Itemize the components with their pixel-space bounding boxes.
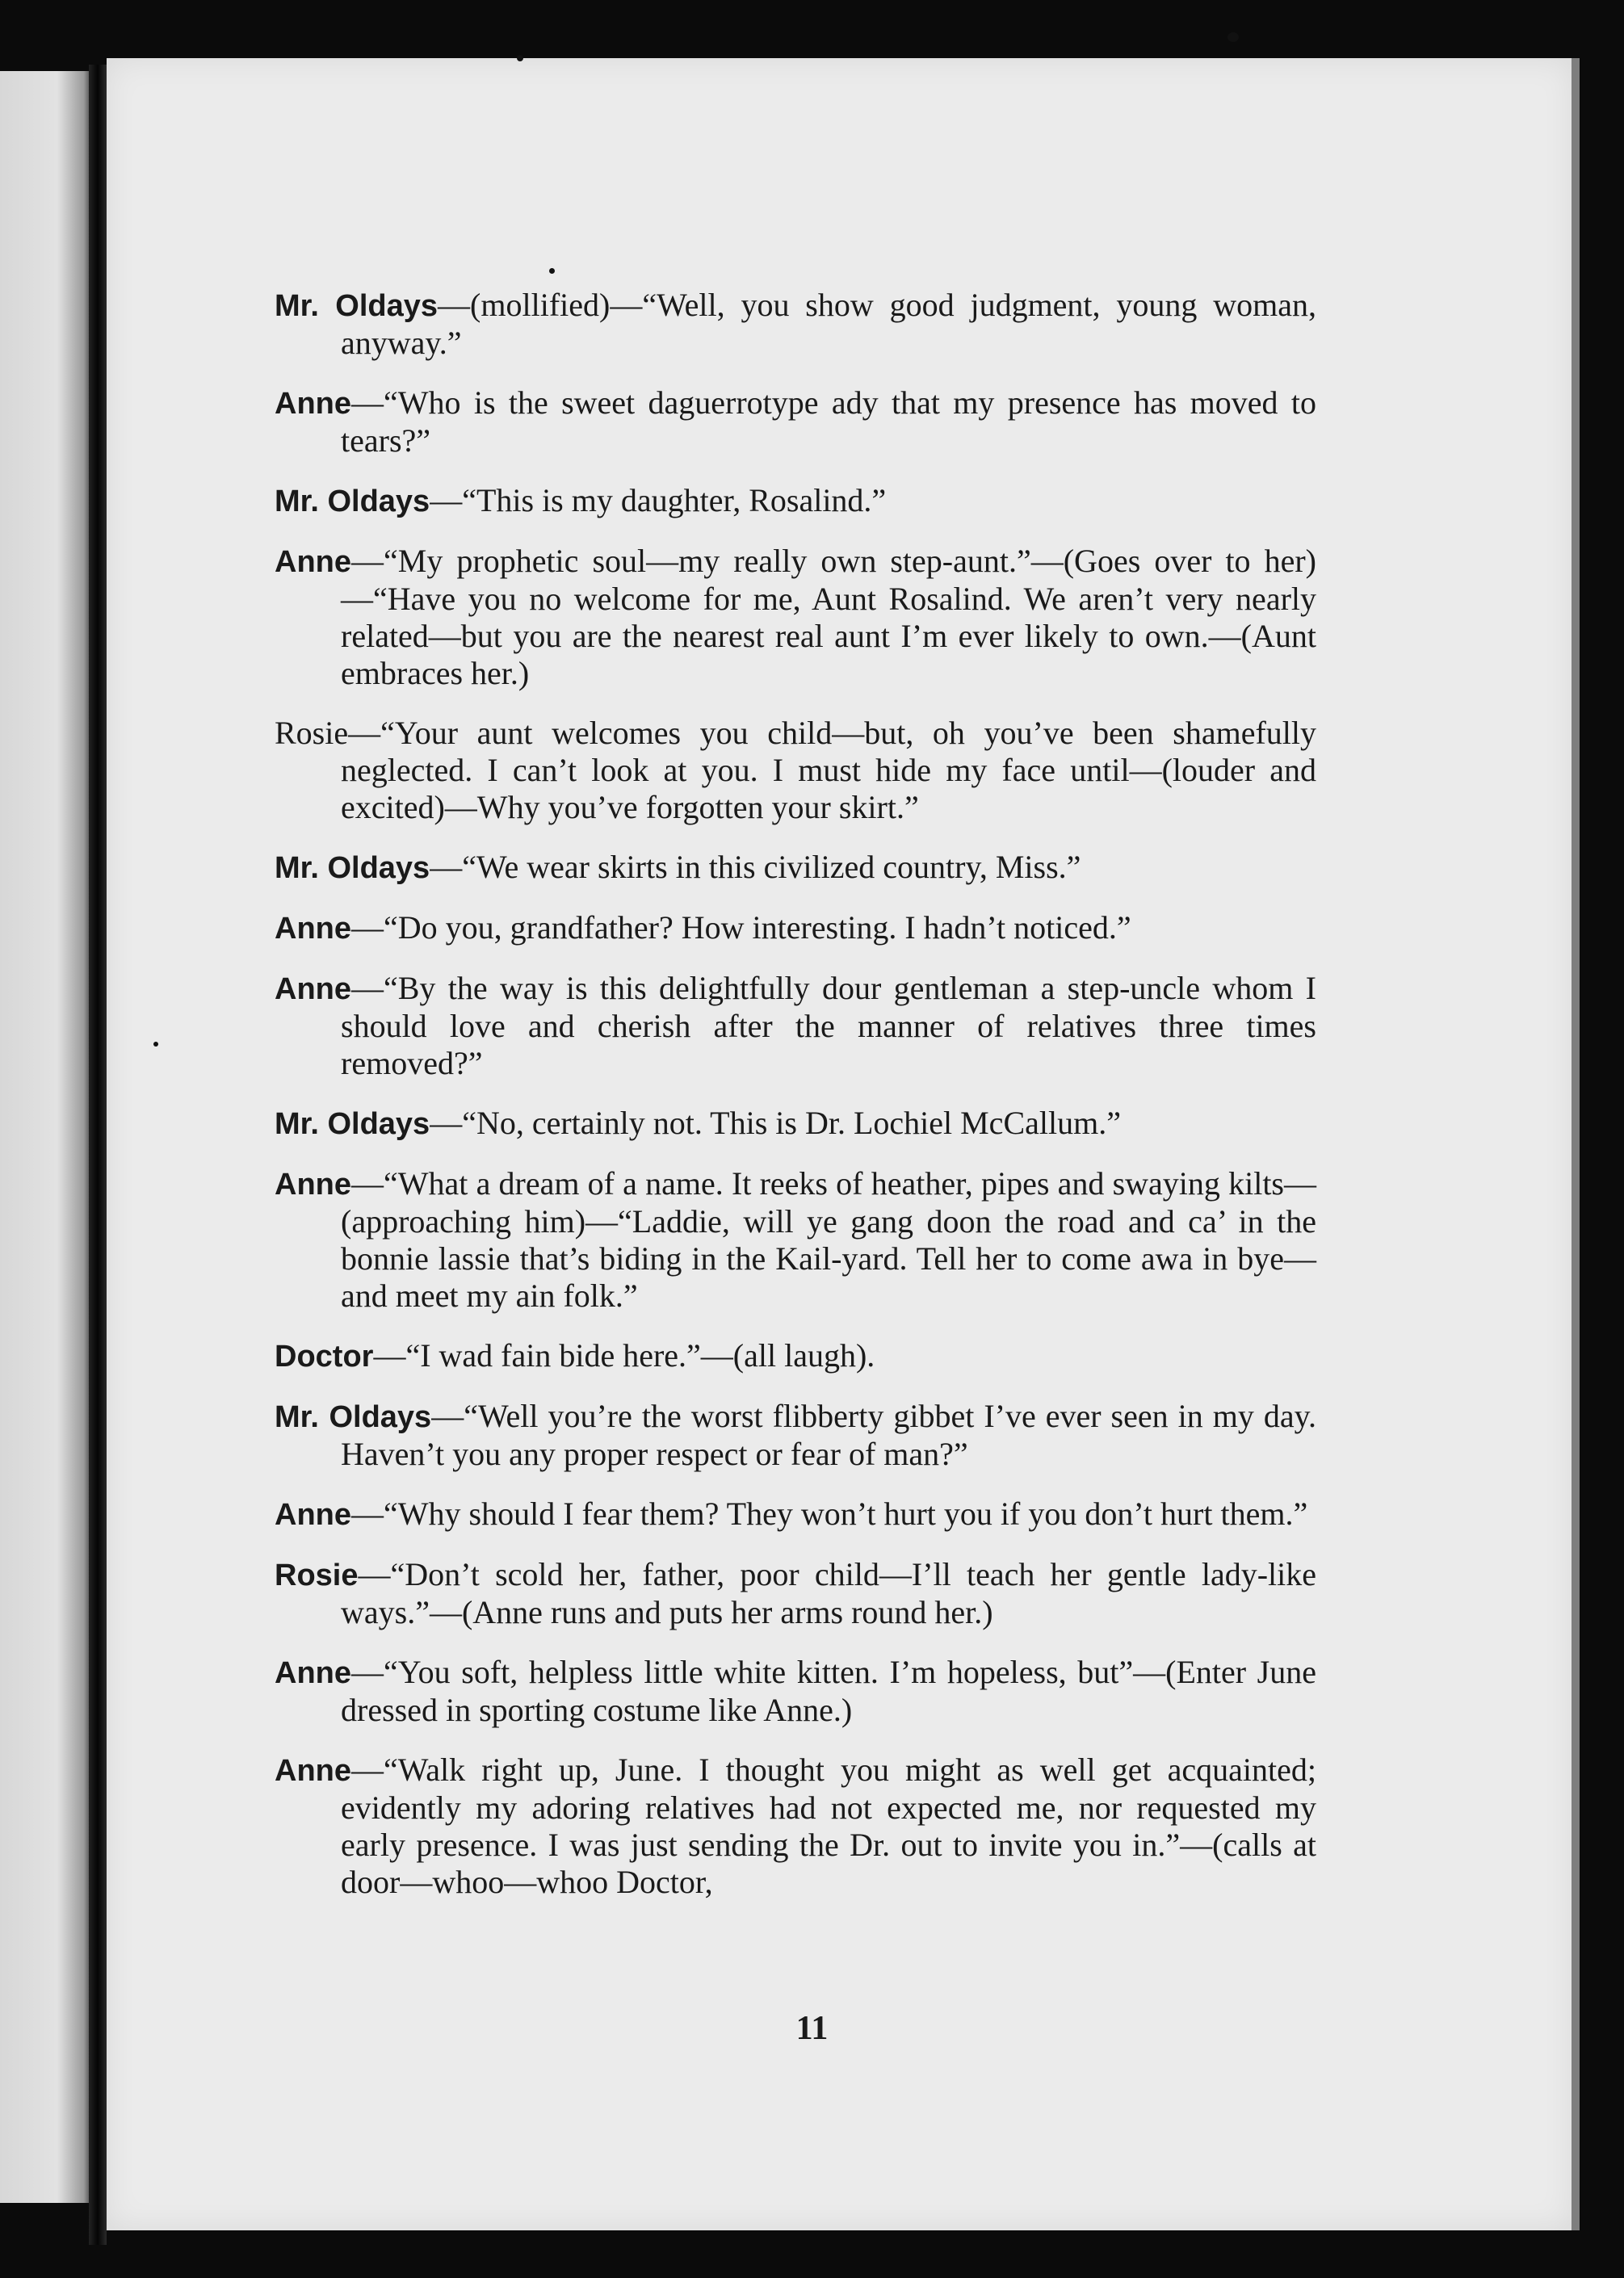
speaker-name: Anne (275, 1168, 351, 1202)
dialogue-paragraph (275, 715, 1316, 826)
dialogue-text: —“Walk right up, June. I thought you might as well get acquainted; evidently my adoring relatives had not expected me, nor requested my early presence. I was just sending the Dr. out to invite you in.”—(calls at door—whoo—whoo Doctor, (341, 1752, 1316, 1900)
dialogue-text: —“You soft, helpless little white kitten. I’m hopeless, but”—(Enter June dressed in sporting costume like Anne.) (341, 1654, 1316, 1728)
speaker-name: Anne (275, 1656, 351, 1690)
dialogue-paragraph (275, 1556, 1316, 1631)
speaker-name: Anne (275, 1754, 351, 1788)
book-spine (89, 65, 107, 2245)
scan-speck (549, 268, 555, 274)
dialogue-text: —“I wad fain bide here.”—(all laugh). (373, 1337, 875, 1374)
left-page-edge (0, 71, 95, 2203)
speaker-name: Doctor (275, 1340, 374, 1374)
speaker-name: Mr. Oldays (275, 1107, 430, 1141)
dialogue-text: —“My prophetic soul—my really own step-aunt.”—(Goes over to her)—“Have you no welcome for me, Aunt Rosalind. We aren’t very nearly related—but you are the nearest real aunt I’m ever likely to own.—(Aunt embraces her.) (341, 543, 1316, 691)
speaker-name: Mr. Oldays (275, 851, 430, 885)
speaker-name: Anne (275, 387, 351, 421)
dialogue-text: —(mollified)—“Well, you show good judgment, young woman, anyway.” (341, 287, 1316, 361)
dialogue-paragraph (275, 1337, 1316, 1375)
dialogue-paragraph (275, 1496, 1316, 1533)
dialogue-text: —“Your aunt welcomes you child—but, oh you’ve been shamefully neglected. I can’t look at you. I must hide my face until—(louder and excited)—Why you’ve forgotten your skirt.” (341, 715, 1316, 825)
speaker-name: Anne (275, 912, 351, 946)
page-number: 11 (795, 2010, 829, 2047)
dialogue-text: —“Well you’re the worst flibberty gibbet I’ve ever seen in my day. Haven’t you any proper respect or fear of man?” (341, 1398, 1316, 1472)
dialogue-text: —“No, certainly not. This is Dr. Lochiel McCallum.” (430, 1105, 1121, 1141)
dialogue-paragraph (275, 970, 1316, 1082)
dialogue-text: —“By the way is this delightfully dour gentleman a step-uncle whom I should love and cherish after the manner of relatives three times removed?” (341, 970, 1316, 1081)
speaker-name: Mr. Oldays (275, 1400, 432, 1434)
scan-speck (517, 55, 523, 61)
dialogue-text: —“We wear skirts in this civilized country, Miss.” (430, 849, 1081, 885)
play-script-text (275, 287, 1316, 1924)
dialogue-paragraph (275, 1165, 1316, 1315)
dialogue-text: —“Don’t scold her, father, poor child—I’ll teach her gentle lady-like ways.”—(Anne runs and puts her arms round her.) (341, 1556, 1316, 1630)
dialogue-paragraph (275, 1654, 1316, 1729)
dialogue-text: —“Why should I fear them? They won’t hurt you if you don’t hurt them.” (351, 1496, 1308, 1532)
dialogue-paragraph (275, 1752, 1316, 1901)
speaker-name: Anne (275, 1498, 351, 1532)
dialogue-paragraph (275, 384, 1316, 459)
dialogue-paragraph (275, 482, 1316, 520)
speaker-name: Mr. Oldays (275, 485, 430, 518)
speaker-name: Anne (275, 545, 351, 579)
speaker-name: Rosie (275, 715, 349, 751)
dialogue-text: —“Who is the sweet daguerrotype ady that my presence has moved to tears?” (341, 384, 1316, 459)
dialogue-paragraph (275, 849, 1316, 887)
scan-speck (1227, 32, 1239, 42)
dialogue-paragraph (275, 543, 1316, 692)
page-edge-shadow (1572, 58, 1580, 2230)
speaker-name: Mr. Oldays (275, 289, 439, 323)
dialogue-text: —“Do you, grandfather? How interesting. I hadn’t noticed.” (351, 909, 1131, 946)
dialogue-paragraph (275, 287, 1316, 362)
dialogue-text: —“This is my daughter, Rosalind.” (430, 482, 887, 518)
scan-speck (153, 1042, 158, 1047)
dialogue-text: —“What a dream of a name. It reeks of heather, pipes and swaying kilts—(approaching him)—“Laddie, will ye gang doon the road and ca’ in the bonnie lassie that’s biding in the Kail-yard. Tell her to come awa in bye—and meet my ain folk.” (341, 1165, 1316, 1314)
dialogue-paragraph (275, 909, 1316, 947)
speaker-name: Rosie (275, 1559, 359, 1592)
dialogue-paragraph (275, 1398, 1316, 1473)
dialogue-paragraph (275, 1105, 1316, 1143)
speaker-name: Anne (275, 972, 351, 1006)
